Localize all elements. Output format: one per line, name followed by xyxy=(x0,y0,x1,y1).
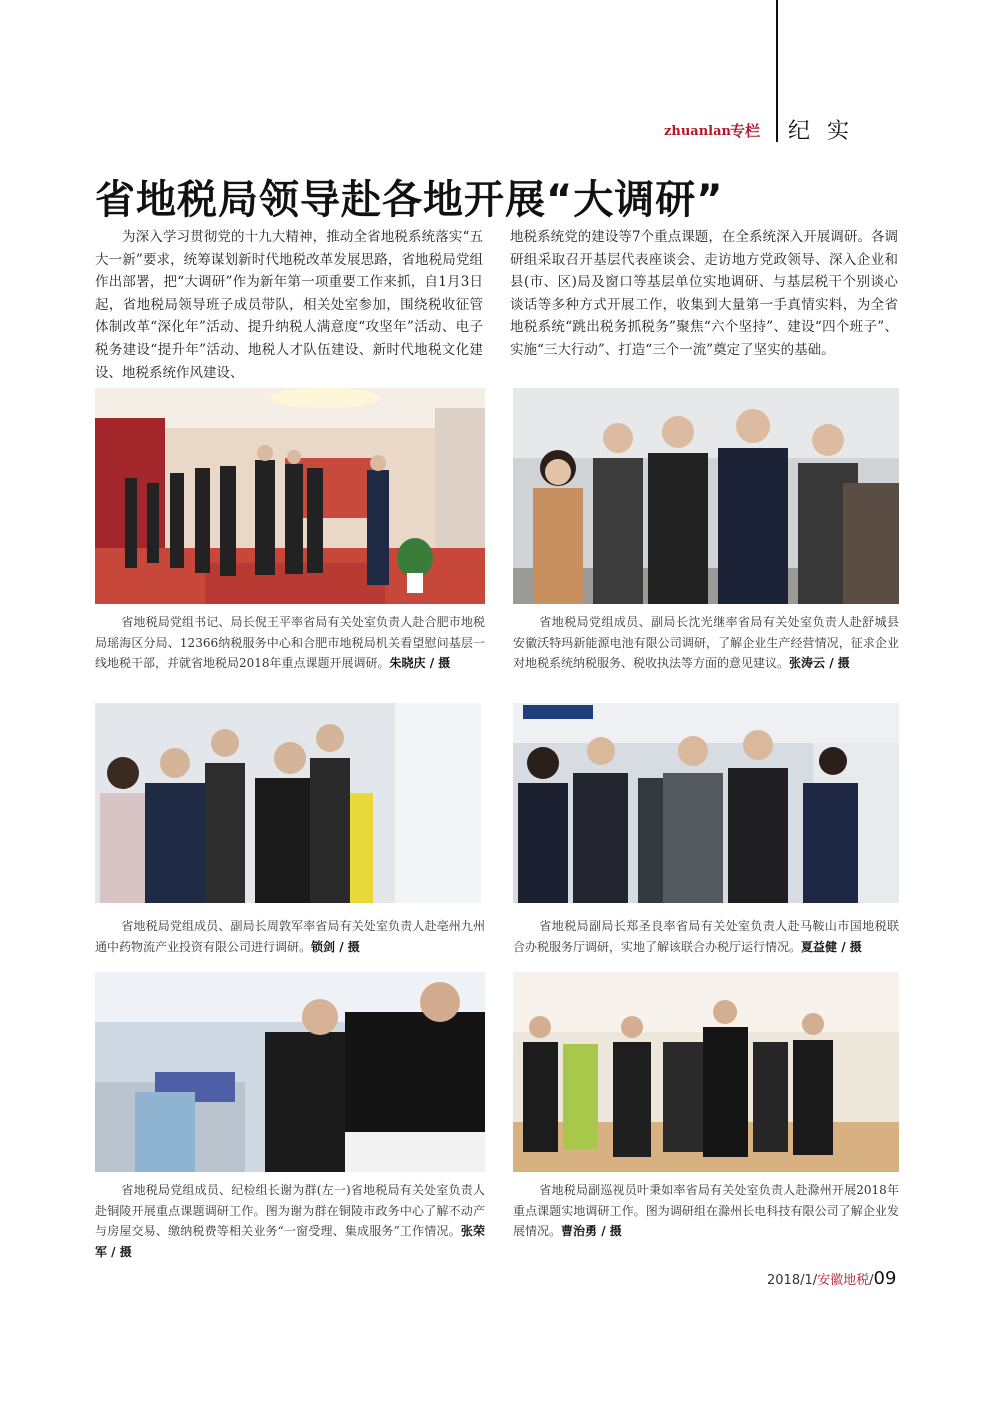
intro-left-column: 为深入学习贯彻党的十九大精神，推动全省地税系统落实“五大一新”要求，统筹谋划新时代地税改革发展思路，省地税局党组作出部署，把“大调研”作为新年第一项重要工作来抓，自1月3日起，省地税局领导班子成员带队，相关处室参加，围绕税收征管体制改革“深化年”活动、提升纳税人满意度“攻坚年”活动、电子税务建设“提升年”活动、地税人才队伍建设、新时代地税文化建设、地税系统作风建设、 xyxy=(95,229,483,381)
photo-2-image xyxy=(513,388,899,604)
section-label-en: zhuanlan xyxy=(664,124,731,139)
photo-3-caption: 省地税局党组成员、副局长周敦军率省局有关处室负责人赴亳州九州通中药物流产业投资有限公司进行调研。锁剑 / 摄 xyxy=(95,919,485,954)
photo-5-image xyxy=(95,972,485,1172)
photo-6-image xyxy=(513,972,899,1172)
intro-right-column: 地税系统党的建设等7个重点课题，在全系统深入开展调研。各调研组采取召开基层代表座谈会、走访地方党政领导、深入企业和县(市、区)局及窗口等基层单位实地调研、与基层税干个别谈心谈话等多种方式开展工作，收集到大量第一手真情实料，为全省地税系统“跳出税务抓税务”聚焦“六个坚持”、建设“四个班子”、实施“三大行动”、打造“三个一流”奠定了坚实的基础。 xyxy=(510,229,898,358)
header-rule xyxy=(776,0,778,142)
photo-5-caption: 省地税局党组成员、纪检组长谢为群(左一)省地税局有关处室负责人赴铜陵开展重点课题调研工作。图为谢为群在铜陵市政务中心了解不动产与房屋交易、缴纳税费等相关业务“一窗受理、集成服务”工作情况。张荣军 / 摄 xyxy=(95,1183,485,1259)
page-footer xyxy=(767,1268,896,1289)
photo-1-image xyxy=(95,388,485,604)
section-label-cn: 专栏 xyxy=(730,122,761,140)
magazine-name: 安徽地税 xyxy=(817,1273,870,1288)
section-title: 纪 实 xyxy=(788,119,854,144)
photo-1 xyxy=(95,388,485,604)
photo-2 xyxy=(513,388,899,604)
photo-3-image xyxy=(95,703,481,903)
photo-3 xyxy=(95,703,481,903)
photo-6 xyxy=(513,972,899,1172)
photo-6-caption: 省地税局副巡视员叶秉如率省局有关处室负责人赴滁州开展2018年重点课题实地调研工作。图为调研组在滁州长电科技有限公司了解企业发展情况。曹治勇 / 摄 xyxy=(513,1183,899,1238)
page-number: 09 xyxy=(873,1268,897,1289)
photo-4-caption: 省地税局副局长郑圣良率省局有关处室负责人赴马鞍山市国地税联合办税服务厅调研，实地了解该联合办税厅运行情况。夏益健 / 摄 xyxy=(513,919,899,954)
photo-4 xyxy=(513,703,899,903)
photo-4-image xyxy=(513,703,899,903)
article-title: 省地税局领导赴各地开展“大调研” xyxy=(95,177,724,223)
photo-2-caption: 省地税局党组成员、副局长沈光继率省局有关处室负责人赴舒城县安徽沃特玛新能源电池有限公司调研，了解企业生产经营情况，征求企业对地税系统纳税服务、税收执法等方面的意见建议。张涛云 / 摄 xyxy=(513,615,899,670)
photo-5 xyxy=(95,972,485,1172)
photo-1-caption: 省地税局党组书记、局长倪王平率省局有关处室负责人赴合肥市地税局瑶海区分局、12366纳税服务中心和合肥市地税局机关看望慰问基层一线地税干部，并就省地税局2018年重点课题开展调研。朱晓庆 / 摄 xyxy=(95,615,485,670)
issue-date: 2018/1/ xyxy=(767,1273,818,1288)
footer-separator: / xyxy=(869,1273,874,1288)
